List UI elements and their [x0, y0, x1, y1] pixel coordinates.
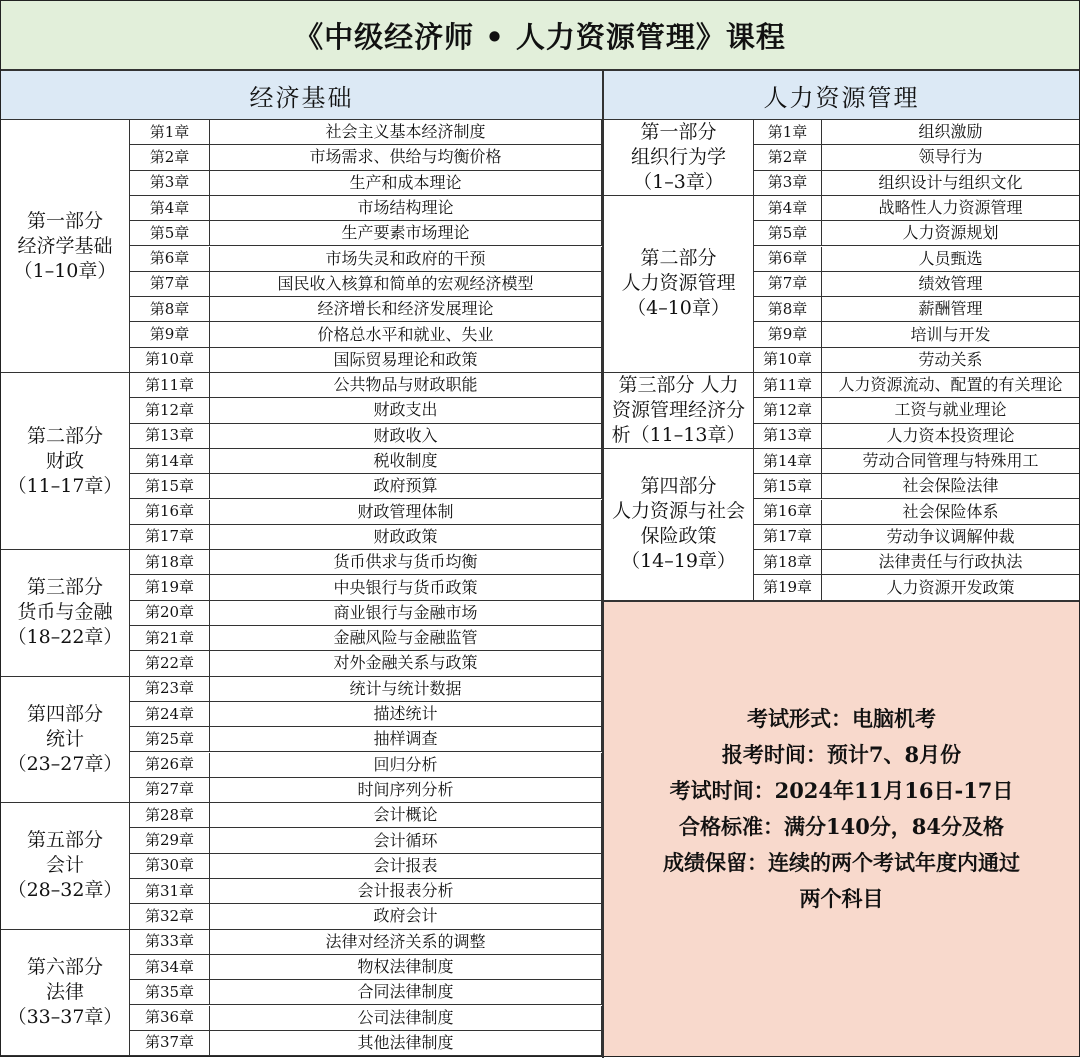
part-label [1, 803, 130, 930]
chapter-number: 第4章 [754, 196, 822, 221]
chapter-title: 战略性人力资源管理 [822, 196, 1079, 221]
chapter-number: 第15章 [754, 474, 822, 499]
part-label-line: 第六部分 [26, 955, 103, 978]
part-label-line: 第三部分 [26, 576, 103, 599]
chapter-number: 第27章 [130, 778, 210, 803]
chapter-number: 第17章 [754, 525, 822, 550]
chapter-number: 第6章 [130, 247, 210, 272]
exam-info-panel [604, 601, 1079, 1056]
chapter-number: 第18章 [130, 550, 210, 575]
chapter-title: 货币供求与货币均衡 [210, 550, 602, 575]
chapter-number: 第35章 [130, 980, 210, 1005]
hr-management-header: 人力资源管理 [604, 71, 1079, 120]
part-label-line: 经济学基础 [17, 234, 113, 257]
part-label-line: （14–19章） [621, 550, 736, 573]
chapter-number: 第28章 [130, 803, 210, 828]
chapter-number: 第16章 [754, 500, 822, 525]
chapter-number: 第7章 [754, 272, 822, 297]
chapter-number: 第12章 [130, 398, 210, 423]
part-label-line: （18–22章） [7, 626, 123, 649]
page-title: 《中级经济师 • 人力资源管理》课程 [1, 1, 1079, 71]
chapter-number: 第4章 [130, 196, 210, 221]
chapter-number: 第17章 [130, 525, 210, 550]
part-label-line: （1–3章） [633, 170, 724, 193]
chapter-number: 第32章 [130, 904, 210, 929]
chapter-number: 第2章 [754, 145, 822, 170]
chapter-title: 会计报表分析 [210, 879, 602, 904]
chapter-number: 第3章 [754, 171, 822, 196]
chapter-number: 第11章 [130, 373, 210, 398]
chapter-title: 培训与开发 [822, 322, 1079, 347]
chapter-title: 公共物品与财政职能 [210, 373, 602, 398]
chapter-number: 第37章 [130, 1031, 210, 1056]
part-label-line: （28–32章） [7, 879, 123, 902]
chapter-title: 价格总水平和就业、失业 [210, 322, 602, 347]
part-label-line: （33–37章） [7, 1005, 123, 1028]
part-label-line: 法律 [45, 980, 84, 1003]
part-label-line: 第四部分 [26, 702, 103, 725]
chapter-title: 劳动关系 [822, 348, 1079, 373]
chapter-title: 公司法律制度 [210, 1006, 602, 1031]
chapter-title: 财政收入 [210, 424, 602, 449]
part-label-line: 第一部分 [640, 120, 717, 143]
part-label-line: （23–27章） [7, 752, 123, 775]
chapter-title: 生产要素市场理论 [210, 221, 602, 246]
exam-info-line: 考试时间：2024年11月16日-17日 [669, 778, 1014, 803]
part-label-line: 财政 [45, 449, 84, 472]
part-label [1, 373, 130, 550]
part-label-line: 人力资源管理 [621, 272, 736, 295]
chapter-number: 第23章 [130, 677, 210, 702]
chapter-number: 第3章 [130, 171, 210, 196]
part-label-line: 析（11–13章） [611, 423, 746, 446]
chapter-number: 第21章 [130, 626, 210, 651]
chapter-number: 第19章 [130, 575, 210, 600]
exam-info-line: 两个科目 [799, 886, 884, 911]
part-label-line: 第二部分 [26, 424, 103, 447]
chapter-number: 第8章 [754, 297, 822, 322]
chapter-number: 第13章 [754, 424, 822, 449]
chapter-title: 中央银行与货币政策 [210, 575, 602, 600]
chapter-title: 税收制度 [210, 449, 602, 474]
part-label [604, 449, 754, 601]
chapter-title: 人力资源开发政策 [822, 575, 1079, 600]
chapter-number: 第11章 [754, 373, 822, 398]
chapter-number: 第2章 [130, 145, 210, 170]
part-label [1, 677, 130, 804]
chapter-number: 第1章 [754, 120, 822, 145]
chapter-title: 法律责任与行政执法 [822, 550, 1079, 575]
chapter-number: 第9章 [130, 322, 210, 347]
chapter-title: 劳动争议调解仲裁 [822, 525, 1079, 550]
chapter-title: 国际贸易理论和政策 [210, 348, 602, 373]
chapter-title: 市场需求、供给与均衡价格 [210, 145, 602, 170]
part-label-line: 会计 [45, 854, 84, 877]
chapter-title: 组织设计与组织文化 [822, 171, 1079, 196]
chapter-title: 人力资本投资理论 [822, 424, 1079, 449]
chapter-number: 第30章 [130, 854, 210, 879]
chapter-number: 第18章 [754, 550, 822, 575]
chapter-title: 金融风险与金融监管 [210, 626, 602, 651]
chapter-title: 领导行为 [822, 145, 1079, 170]
chapter-title: 统计与统计数据 [210, 677, 602, 702]
part-label-line: （1–10章） [13, 259, 117, 282]
chapter-title: 社会保险法律 [822, 474, 1079, 499]
chapter-number: 第10章 [754, 348, 822, 373]
chapter-number: 第12章 [754, 398, 822, 423]
chapter-title: 合同法律制度 [210, 980, 602, 1005]
chapter-title: 时间序列分析 [210, 778, 602, 803]
part-label [604, 196, 754, 373]
economics-basics-header: 经济基础 [1, 71, 602, 120]
part-label-line: 第五部分 [26, 829, 103, 852]
chapter-title: 对外金融关系与政策 [210, 651, 602, 676]
exam-info-line: 考试形式：电脑机考 [747, 706, 936, 731]
chapter-title: 社会保险体系 [822, 500, 1079, 525]
chapter-number: 第24章 [130, 702, 210, 727]
chapter-number: 第5章 [130, 221, 210, 246]
chapter-number: 第16章 [130, 500, 210, 525]
part-label [604, 120, 754, 196]
chapter-title: 抽样调查 [210, 727, 602, 752]
part-label-line: 第三部分 人力 [618, 373, 739, 396]
chapter-title: 社会主义基本经济制度 [210, 120, 602, 145]
chapter-number: 第22章 [130, 651, 210, 676]
chapter-title: 财政支出 [210, 398, 602, 423]
chapter-title: 人力资源规划 [822, 221, 1079, 246]
chapter-number: 第29章 [130, 828, 210, 853]
part-label-line: 人力资源与社会 [611, 500, 745, 523]
part-label-line: 第二部分 [640, 247, 717, 270]
chapter-title: 国民收入核算和简单的宏观经济模型 [210, 272, 602, 297]
chapter-number: 第34章 [130, 955, 210, 980]
part-label [1, 930, 130, 1057]
part-label [604, 373, 754, 449]
chapter-number: 第13章 [130, 424, 210, 449]
chapter-number: 第1章 [130, 120, 210, 145]
chapter-title: 薪酬管理 [822, 297, 1079, 322]
chapter-title: 法律对经济关系的调整 [210, 930, 602, 955]
chapter-title: 人员甄选 [822, 247, 1079, 272]
chapter-number: 第14章 [130, 449, 210, 474]
chapter-number: 第33章 [130, 930, 210, 955]
exam-info-line: 合格标准：满分140分，84分及格 [678, 814, 1005, 839]
chapter-title: 经济增长和经济发展理论 [210, 297, 602, 322]
exam-info-line: 成绩保留：连续的两个考试年度内通过 [663, 850, 1020, 875]
chapter-number: 第14章 [754, 449, 822, 474]
chapter-number: 第15章 [130, 474, 210, 499]
part-label [1, 550, 130, 677]
part-label-line: 保险政策 [640, 525, 717, 548]
part-label-line: 第四部分 [640, 475, 717, 498]
chapter-title: 生产和成本理论 [210, 171, 602, 196]
part-label-line: （4–10章） [627, 297, 730, 320]
chapter-title: 绩效管理 [822, 272, 1079, 297]
chapter-title: 工资与就业理论 [822, 398, 1079, 423]
chapter-number: 第8章 [130, 297, 210, 322]
chapter-title: 财政管理体制 [210, 500, 602, 525]
chapter-title: 市场失灵和政府的干预 [210, 247, 602, 272]
chapter-title: 会计报表 [210, 854, 602, 879]
chapter-title: 政府会计 [210, 904, 602, 929]
chapter-number: 第5章 [754, 221, 822, 246]
part-label-line: 组织行为学 [630, 145, 726, 168]
part-label-line: 资源管理经济分 [611, 398, 745, 421]
chapter-title: 物权法律制度 [210, 955, 602, 980]
exam-info-line: 报考时间：预计7、8月份 [721, 742, 962, 767]
chapter-number: 第7章 [130, 272, 210, 297]
part-label [1, 120, 130, 373]
chapter-number: 第6章 [754, 247, 822, 272]
chapter-number: 第10章 [130, 348, 210, 373]
chapter-title: 市场结构理论 [210, 196, 602, 221]
chapter-title: 会计循环 [210, 828, 602, 853]
chapter-title: 会计概论 [210, 803, 602, 828]
chapter-number: 第20章 [130, 601, 210, 626]
chapter-title: 人力资源流动、配置的有关理论 [822, 373, 1079, 398]
chapter-number: 第25章 [130, 727, 210, 752]
chapter-title: 政府预算 [210, 474, 602, 499]
chapter-title: 劳动合同管理与特殊用工 [822, 449, 1079, 474]
chapter-number: 第9章 [754, 322, 822, 347]
chapter-title: 商业银行与金融市场 [210, 601, 602, 626]
chapter-title: 其他法律制度 [210, 1031, 602, 1056]
chapter-title: 财政政策 [210, 525, 602, 550]
part-label-line: 货币与金融 [17, 601, 113, 624]
part-label-line: 统计 [45, 727, 84, 750]
chapter-number: 第19章 [754, 575, 822, 600]
chapter-number: 第36章 [130, 1006, 210, 1031]
chapter-number: 第31章 [130, 879, 210, 904]
chapter-title: 回归分析 [210, 753, 602, 778]
chapter-title: 组织激励 [822, 120, 1079, 145]
chapter-number: 第26章 [130, 753, 210, 778]
chapter-title: 描述统计 [210, 702, 602, 727]
part-label-line: 第一部分 [26, 209, 103, 232]
part-label-line: （11–17章） [7, 474, 123, 497]
